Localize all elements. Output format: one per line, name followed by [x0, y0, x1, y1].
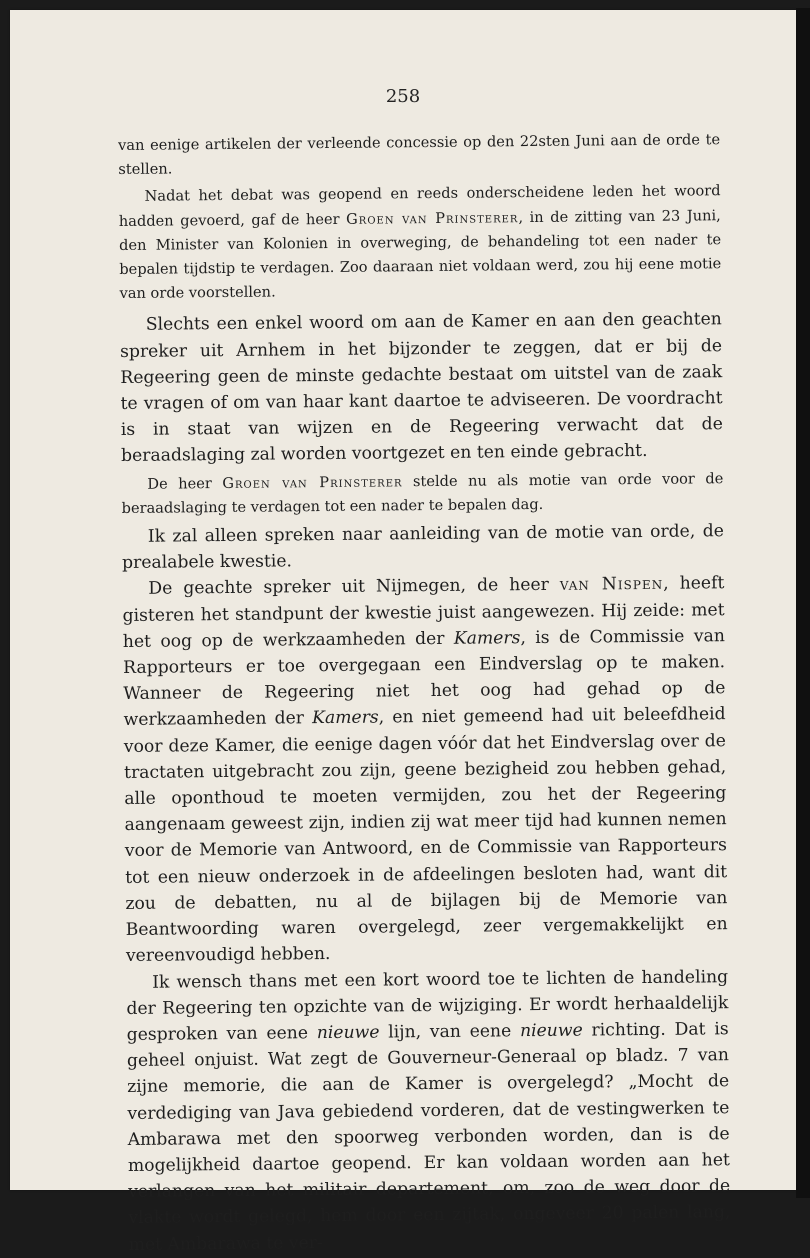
- document-page: [10, 10, 796, 1255]
- paragraph-1: van eenige artikelen der verleende concessie op den 22sten Juni aan de orde te stellen.: [118, 131, 721, 179]
- paragraph-7-text-b: lijn, van eene: [379, 1021, 521, 1043]
- speaker-name: Groen van Prinsterer: [346, 208, 519, 228]
- italic-nieuwe-1: nieuwe: [316, 1022, 380, 1044]
- paragraph-4: [121, 467, 723, 521]
- paragraph-6: [122, 571, 728, 970]
- italic-nieuwe-2: nieuwe: [519, 1020, 583, 1042]
- paragraph-3: Slechts een enkel woord om aan de Kamer en aan den geachten spreker uit Arnhem in het bijzonder te zeggen, dat er bij de Regeering geen de minste gedachte bestaat om uitstel van de zaak te vragen of om van haar kant daartoe te adviseeren. De voordracht is in staat van wijzen en de Regeering verwacht dat de beraadslaging zal worden voortgezet en ten einde gebracht.: [119, 309, 723, 467]
- italic-kamers-2: Kamers: [312, 707, 379, 729]
- scan-edge: [796, 8, 810, 1198]
- italic-kamers-1: Kamers: [453, 628, 521, 649]
- paragraph-7: [126, 964, 731, 1258]
- paragraph-4-text-b: stelde nu als motie van orde voor de beraadslaging te verdagen tot een nader te bepalen dag.: [121, 469, 724, 517]
- paragraph-7-text-c: richting. Dat is geheel onjuist. Wat zegt de Gouverneur-Generaal op bladz. 7 van zijne memorie, die aan de Kamer is overgelegd? „Mocht de verdediging van Java gebiedend vorderen, dat de vestingwerken te Ambarawa met den spoorweg verbonden worden, dan is de mogelijkheid daartoe geopend. Er kan voldaan worden aan het verlangen van het militair departement, om, zoo de weg door de vlakte wordt gelegd, hem door een zijtak, ongeveer 20 palen lang, met Ambarawa te ver-: [126, 1019, 731, 1255]
- speaker-name: Groen van Prinsterer: [222, 472, 403, 492]
- paragraph-7-text-a: Ik wensch thans met een kort woord toe te lichten de handeling der Regeering ten opzichte van de wijziging. Er wordt herhaaldelijk gesproken van eene: [126, 966, 729, 1045]
- paragraph-6-text-c: , is de Commissie van Rapporteurs er toe overgegaan een Eindverslag op te maken. Wanneer de Regeering niet het oog had gehad op de werkzaamheden der: [123, 626, 726, 731]
- paragraph-2-text-a: Nadat het debat was geopend en reeds onderscheidene leden het woord hadden gevoerd, gaf de heer: [118, 182, 721, 230]
- speaker-name: van Nispen: [559, 574, 664, 596]
- paragraph-5: Ik zal alleen spreken naar aanleiding van de motie van orde, de prealabele kwestie.: [122, 521, 724, 574]
- paragraph-2: [118, 180, 721, 307]
- paragraph-6-text-d: , en niet gemeend had uit beleefdheid voor deze Kamer, die eenige dagen vóór dat het Eindverslag over de tractaten uitgebracht zou zijn, geene bezigheid zou hebben gehad, alle oponthoud te moeten vermijden, zou het der Regeering aangenaam geweest zijn, indien zij wat meer tijd had kunnen nemen voor de Memorie van Antwoord, en de Commissie van Rapporteurs tot een nieuw onderzoek in de afdeelingen besloten had, want dit zou de debatten, nu al de bijlagen bij de Memorie van Beantwoording waren overgelegd, zeer vergemakkelijkt en vereenvoudigd hebben.: [123, 704, 728, 967]
- paragraph-6-text-a: De geachte spreker uit Nijmegen, de heer: [148, 575, 560, 600]
- paragraph-2-text-b: , in de zitting van 23 Juni, den Minister van Kolonien in overweging, de behandeling tot een nader te bepalen tijdstip te verdagen. Zoo daaraan niet voldaan werd, zou hij eene motie van orde voorstellen.: [118, 206, 722, 303]
- page-number: 258: [385, 86, 421, 107]
- body-text: [118, 128, 731, 1257]
- paragraph-4-text-a: De heer: [147, 474, 223, 493]
- paragraph-6-text-b: , heeft gisteren het standpunt der kwestie juist aangewezen. Hij zeide: met het oog op de werkzaamheden der: [122, 573, 725, 652]
